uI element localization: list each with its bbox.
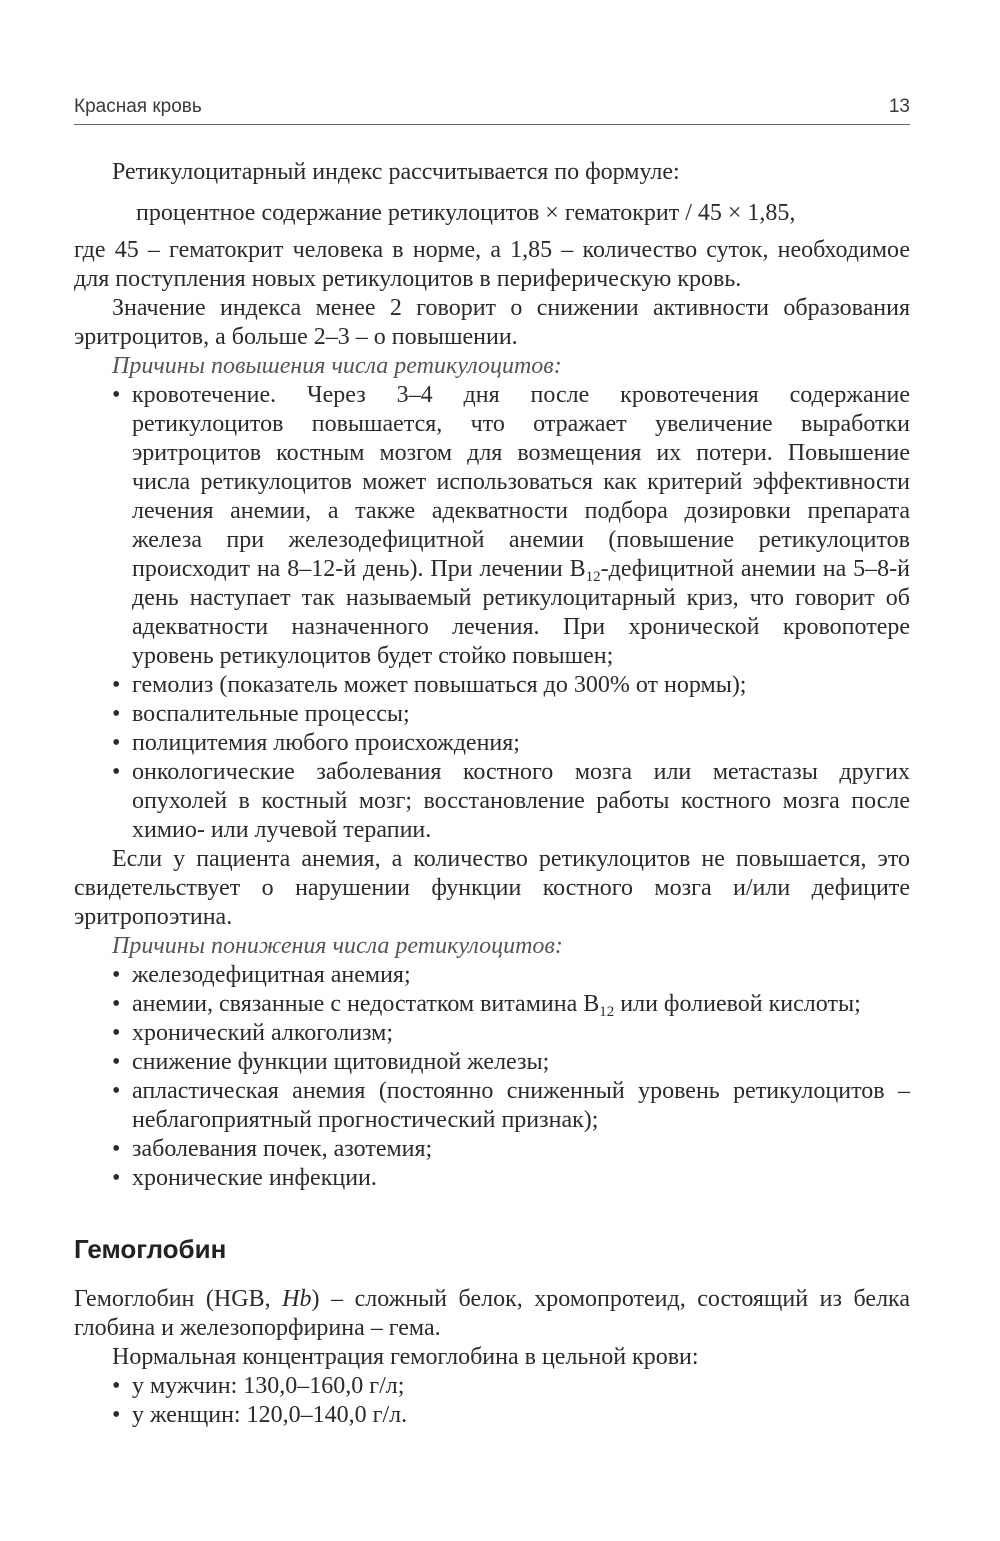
subscript: 12 [599,1004,615,1020]
list-item: • хронический алкоголизм; [74,1019,910,1048]
formula: процентное содержание ретикулоцитов × гематокрит / 45 × 1,85, [136,200,796,226]
list-item: • апластическая анемия (постоянно сниженный уровень ретикулоцитов – неблагоприятный прогностический признак); [74,1077,910,1135]
list-item: • онкологические заболевания костного мозга или метастазы других опухолей в костный мозг; восстановление работы костного мозга после химио- или лучевой терапии. [74,758,910,845]
norm-list [74,1372,910,1430]
list-item: • хронические инфекции. [74,1164,910,1193]
list-item: • полицитемия любого происхождения; [74,729,910,758]
list-item: • железодефицитная анемия; [74,961,910,990]
list-item: • заболевания почек, азотемия; [74,1135,910,1164]
list-item-text: -дефицитной анемии на 5–8-й день наступает так называемый ретикулоцитарный криз, что говорит об адекватности назначенного лечения. При хронической кровопотере уровень ретикулоцитов будет стойко повышен; [132,556,910,669]
norm-intro: Нормальная концентрация гемоглобина в цельной крови: [112,1344,699,1370]
list-item: • гемолиз (показатель может повышаться до 300% от нормы); [74,671,910,700]
formula-intro: Ретикулоцитарный индекс рассчитывается по формуле: [112,159,680,185]
list-item: • воспалительные процессы; [74,700,910,729]
decrease-causes-title: Причины понижения числа ретикулоцитов: [112,933,563,959]
list-item: • у женщин: 120,0–140,0 г/л. [74,1401,910,1430]
list-item-text: кровотечение. Через 3–4 дня после кровотечения содержание ретикулоцитов повышается, что отражает увеличение выработки эритроцитов костным мозгом для возмещения их потери. Повышение числа ретикулоцитов может использоваться как критерий эффективности лечения анемии, а также адекватности подбора дозировки препарата железа при железодефицитной анемии (повышение ретикулоцитов происходит на 8–12-й день). При лечении B [132,382,910,582]
list-item-text: или фолиевой кислоты; [614,991,861,1017]
formula-note: где 45 – гематокрит человека в норме, а 1,85 – количество суток, необходимое для поступления новых ретикулоцитов в периферическую кровь. [74,237,910,292]
list-item: • у мужчин: 130,0–160,0 г/л; [74,1372,910,1401]
list-item-text: анемии, связанные с недостатком витамина B [132,991,600,1017]
anemia-note: Если у пациента анемия, а количество ретикулоцитов не повышается, это свидетельствует о нарушении функции костного мозга и/или дефиците эритропоэтина. [74,846,910,930]
list-item: • снижение функции щитовидной железы; [74,1048,910,1077]
decrease-causes-list [74,961,910,1193]
chapter-title: Красная кровь [74,96,202,117]
list-item [74,990,910,1019]
section-heading: Гемоглобин [74,1234,227,1264]
page-number: 13 [888,96,910,117]
increase-causes-title: Причины повышения числа ретикулоцитов: [112,353,562,379]
list-item [74,381,910,671]
definition-text: Гемоглобин (HGB, [74,1286,283,1312]
increase-causes-list [74,381,910,845]
index-note: Значение индекса менее 2 говорит о снижении активности образования эритроцитов, а больше 2–3 – о повышении. [74,295,910,350]
page-body [74,158,910,1430]
running-header [74,94,910,125]
definition-text: ) – сложный белок, хромопротеид, состоящий из белка глобина и железопорфирина – гема. [74,1286,910,1341]
subscript: 12 [585,569,601,585]
hemoglobin-definition [74,1285,910,1343]
definition-abbrev: Hb [282,1286,312,1312]
